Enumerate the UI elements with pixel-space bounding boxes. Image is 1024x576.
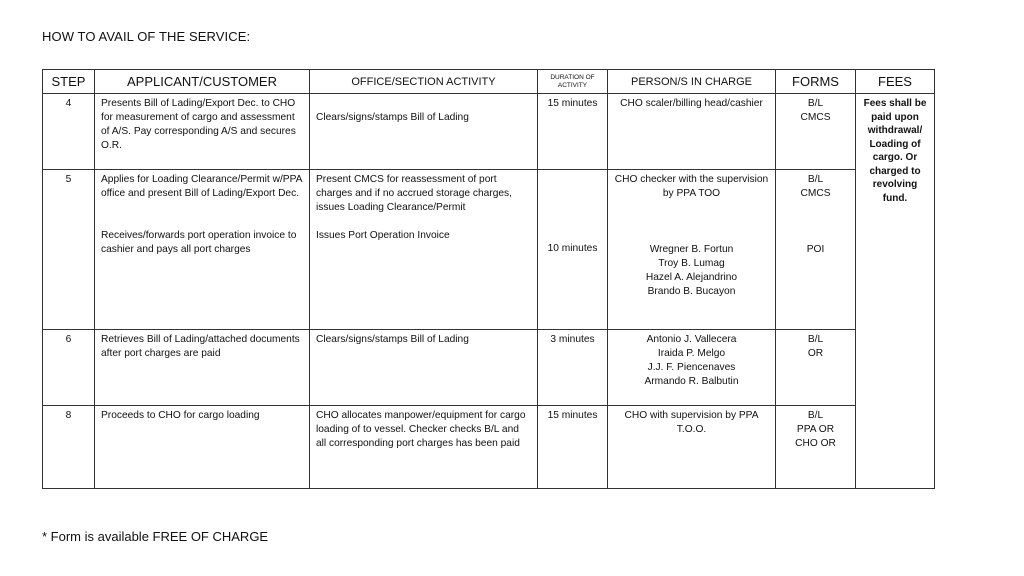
- office-text-b: Issues Port Operation Invoice: [316, 229, 450, 241]
- form-item: B/L: [807, 173, 824, 185]
- form-item: B/L: [807, 333, 824, 345]
- form-item: POI: [806, 243, 825, 255]
- form-item: B/L: [807, 409, 824, 421]
- form-item: CMCS: [800, 187, 831, 199]
- form-item: CHO OR: [795, 437, 836, 449]
- office-cell: CHO allocates manpower/equipment for cargo loading of to vessel. Checker checks B/L and all corresponding port charges has been paid: [310, 405, 538, 488]
- header-row: [43, 70, 935, 94]
- person-cell: CHO scaler/billing head/cashier: [608, 94, 776, 170]
- step-cell: 4: [43, 94, 95, 170]
- table-row: [43, 329, 935, 405]
- applicant-cell: Presents Bill of Lading/Export Dec. to CHO for measurement of cargo and assessment of A/S. Pay corresponding A/S and secures O.R.: [95, 94, 310, 170]
- header-duration: [538, 70, 608, 94]
- table-row: [43, 405, 935, 488]
- person-name: Wregner B. Fortun: [649, 243, 734, 255]
- header-office: OFFICE/SECTION ACTIVITY: [310, 70, 538, 94]
- person-cell: [608, 329, 776, 405]
- service-table: [42, 69, 935, 489]
- forms-cell: [776, 169, 856, 329]
- applicant-text-a: Applies for Loading Clearance/Permit w/PPA office and present Bill of Lading/Export Dec.: [101, 173, 302, 199]
- person-cell: CHO with supervision by PPA T.O.O.: [608, 405, 776, 488]
- header-fees: FEES: [856, 70, 935, 94]
- footnote: * Form is available FREE OF CHARGE: [42, 529, 269, 544]
- office-cell: Clears/signs/stamps Bill of Lading: [310, 329, 538, 405]
- duration-cell: 15 minutes: [538, 94, 608, 170]
- forms-cell: [776, 405, 856, 488]
- fees-cell: Fees shall be paid upon withdrawal/ Loading of cargo. Or charged to revolving fund.: [856, 94, 935, 489]
- header-duration-line2: ACTIVITY: [557, 81, 588, 89]
- applicant-cell: Proceeds to CHO for cargo loading: [95, 405, 310, 488]
- duration-cell: 15 minutes: [538, 405, 608, 488]
- header-person: PERSON/S IN CHARGE: [608, 70, 776, 94]
- person-text-a: CHO checker with the supervision by PPA TOO: [614, 173, 769, 199]
- form-item: CMCS: [800, 112, 831, 123]
- person-cell: [608, 169, 776, 329]
- header-forms: FORMS: [776, 70, 856, 94]
- person-name: Brando B. Bucayon: [647, 285, 736, 297]
- table-row: [43, 94, 935, 170]
- office-cell: [310, 169, 538, 329]
- applicant-cell: [95, 169, 310, 329]
- header-step: STEP: [43, 70, 95, 94]
- duration-cell: 3 minutes: [538, 329, 608, 405]
- header-applicant: APPLICANT/CUSTOMER: [95, 70, 310, 94]
- applicant-text-b: Receives/forwards port operation invoice to cashier and pays all port charges: [101, 229, 297, 255]
- office-text-a: Present CMCS for reassessment of port charges and if no accrued storage charges, issues Loading Clearance/Permit: [316, 173, 512, 213]
- person-name: Armando R. Balbutin: [644, 375, 739, 387]
- form-item: B/L: [807, 98, 824, 109]
- applicant-cell: Retrieves Bill of Lading/attached documents after port charges are paid: [95, 329, 310, 405]
- page-heading: HOW TO AVAIL OF THE SERVICE:: [42, 29, 251, 44]
- person-name: Troy B. Lumag: [658, 257, 725, 269]
- forms-cell: [776, 94, 856, 170]
- office-text: Clears/signs/stamps Bill of Lading: [316, 112, 469, 123]
- person-name: Iraida P. Melgo: [657, 347, 726, 359]
- person-name: Antonio J. Vallecera: [646, 333, 737, 345]
- header-duration-line1: DURATION OF: [550, 73, 595, 81]
- office-cell: [310, 94, 538, 170]
- duration-cell: 10 minutes: [538, 169, 608, 329]
- form-item: OR: [807, 347, 824, 359]
- step-cell: 5: [43, 169, 95, 329]
- table-row: [43, 169, 935, 329]
- step-cell: 6: [43, 329, 95, 405]
- person-name: J.J. F. Piencenaves: [647, 361, 736, 373]
- form-item: PPA OR: [796, 423, 835, 435]
- step-cell: 8: [43, 405, 95, 488]
- person-name: Hazel A. Alejandrino: [645, 271, 738, 283]
- forms-cell: [776, 329, 856, 405]
